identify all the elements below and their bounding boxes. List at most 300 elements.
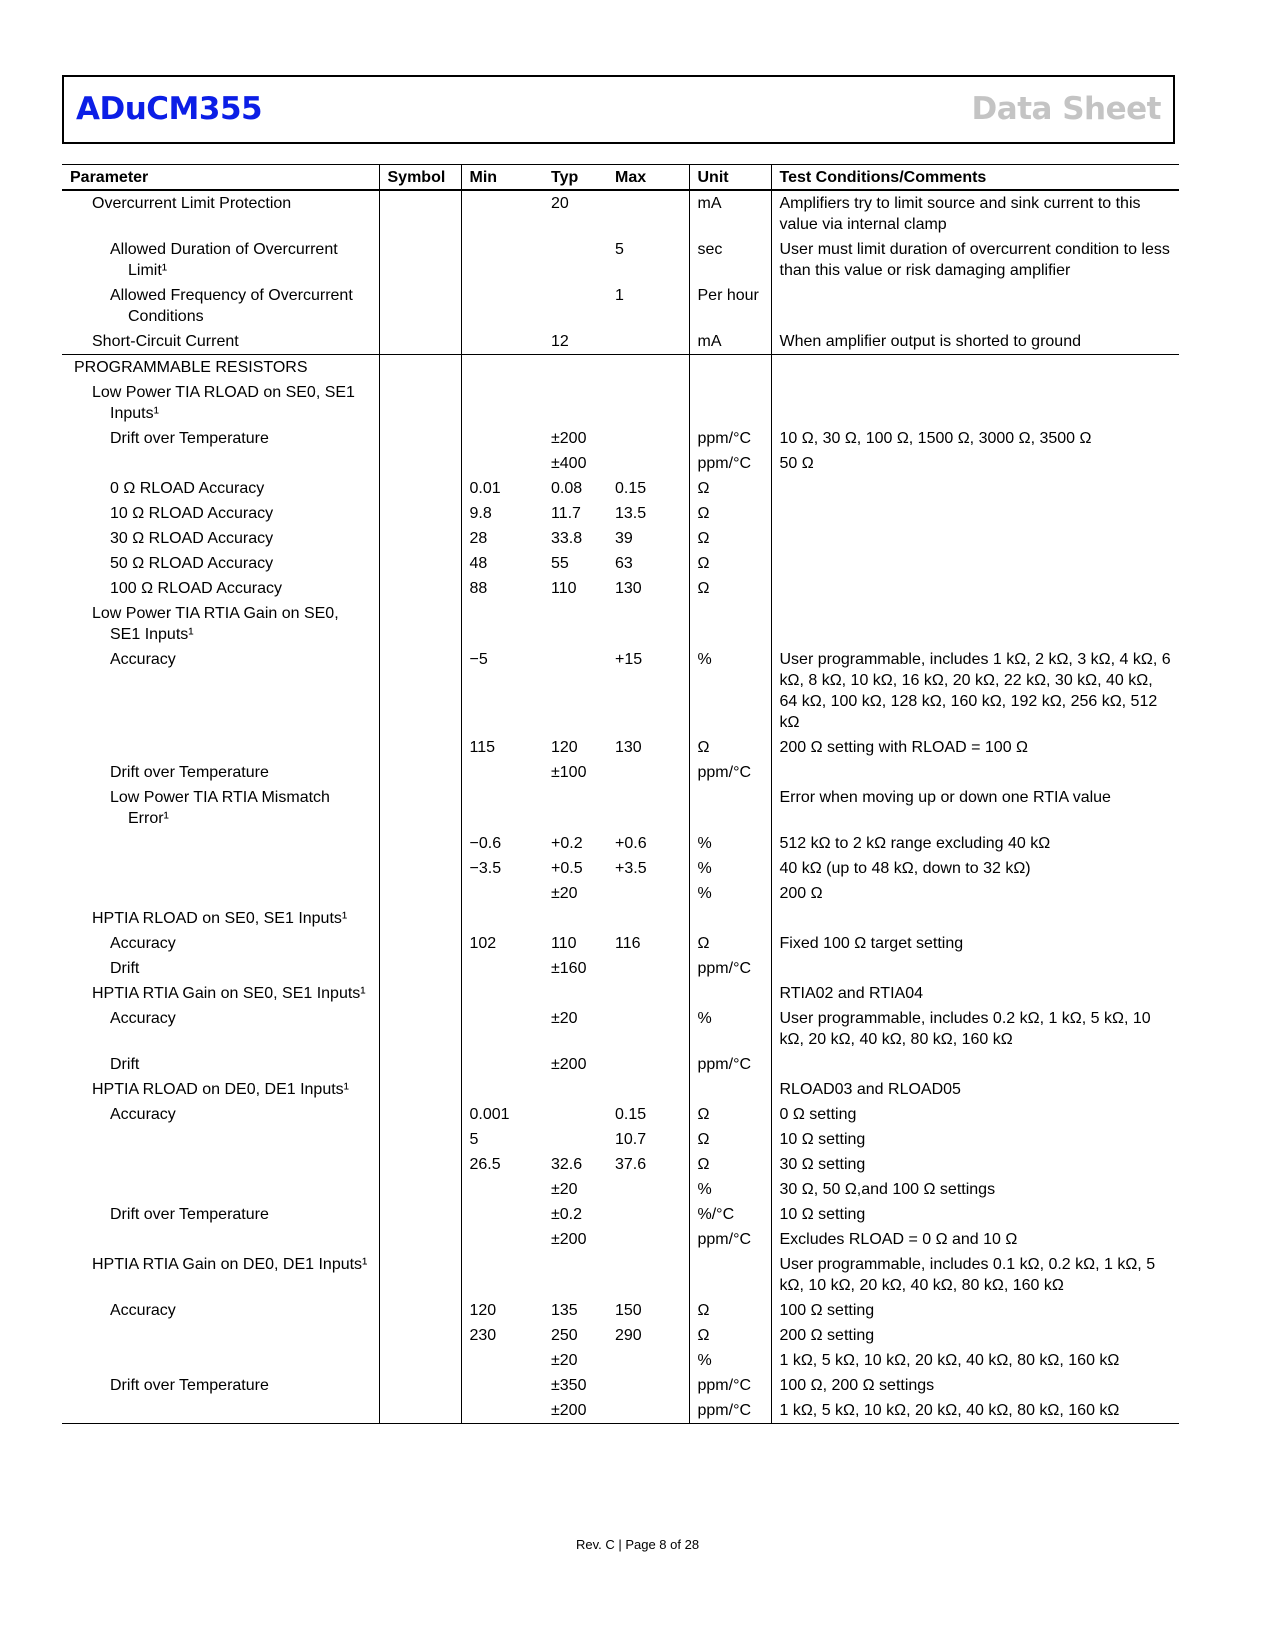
unit-cell: Ω [689,576,771,601]
unit-cell: ppm/°C [689,1373,771,1398]
min-cell: 9.8 [461,501,543,526]
typ-cell: 250 [551,1327,578,1344]
max-cell: 13.5 [615,505,647,522]
table-row [62,1177,1179,1202]
comment-cell: 30 Ω setting [771,1152,1179,1177]
unit-cell: % [689,1006,771,1052]
min-cell [461,329,543,355]
typ-cell [543,1102,607,1127]
min-cell: 88 [461,576,543,601]
min-cell: 230 [461,1323,543,1348]
min-cell: 5 [461,1127,543,1152]
max-cell [607,1227,689,1252]
typ-cell [543,981,607,1006]
symbol-cell [379,1227,461,1252]
table-body [62,190,1179,1424]
comment-cell: 100 Ω, 200 Ω settings [771,1373,1179,1398]
symbol-cell [379,981,461,1006]
symbol-cell [379,283,461,329]
unit-cell: ppm/°C [689,451,771,476]
max-cell [607,956,689,981]
typ-cell: 135 [551,1302,578,1319]
typ-cell: +0.2 [551,835,583,852]
unit-cell [689,355,771,381]
symbol-cell [379,1252,461,1298]
typ-cell [543,355,607,381]
symbol-cell [379,190,461,237]
parameter-cell [62,831,379,856]
max-cell [607,1006,689,1052]
parameter-cell: Accuracy [110,1106,176,1123]
parameter-cell: Low Power TIA RTIA Gain on SE0, SE1 Inputs¹ [92,605,339,643]
min-cell [461,1373,543,1398]
typ-cell: 11.7 [551,505,581,522]
parameter-cell: Drift [110,1056,140,1073]
unit-cell: mA [689,329,771,355]
unit-cell: % [689,1348,771,1373]
parameter-cell [62,856,379,881]
column-header-max: Max [607,165,689,191]
typ-cell [543,237,607,283]
comment-cell [771,526,1179,551]
unit-cell: ppm/°C [689,1398,771,1424]
parameter-cell [62,1177,379,1202]
table-row [62,1052,1179,1077]
parameter-cell: Accuracy [110,1302,176,1319]
typ-cell: ±20 [551,885,578,902]
typ-cell: 12 [543,329,607,355]
table-row [62,981,1179,1006]
table-row [62,760,1179,785]
max-cell: +0.6 [615,835,647,852]
parameter-cell: 50 Ω RLOAD Accuracy [110,555,274,572]
symbol-cell [379,831,461,856]
symbol-cell [379,426,461,451]
table-row [62,526,1179,551]
max-cell [607,1398,689,1424]
parameter-cell [62,451,379,476]
max-cell [607,1177,689,1202]
parameter-cell: Drift over Temperature [110,764,269,781]
typ-cell: 33.8 [551,530,583,547]
table-row [62,1227,1179,1252]
column-header-comments: Test Conditions/Comments [771,165,1179,191]
table-row [62,1102,1179,1127]
typ-cell: ±100 [551,764,587,781]
typ-cell [543,380,607,426]
typ-cell [543,785,607,831]
table-row [62,501,1179,526]
parameter-cell: Drift over Temperature [110,1206,269,1223]
symbol-cell [379,380,461,426]
typ-cell: 32.6 [551,1156,583,1173]
typ-cell: 55 [551,555,569,572]
parameter-cell: Drift [110,960,140,977]
symbol-cell [379,1006,461,1052]
comment-cell [771,551,1179,576]
typ-cell: ±200 [551,1056,587,1073]
symbol-cell [379,551,461,576]
symbol-cell [379,881,461,906]
parameter-cell: HPTIA RLOAD on DE0, DE1 Inputs¹ [92,1081,349,1098]
parameter-cell [62,735,379,760]
symbol-cell [379,1298,461,1323]
comment-cell [771,380,1179,426]
symbol-cell [379,785,461,831]
min-cell [461,1252,543,1298]
min-cell: 115 [461,735,543,760]
unit-cell: Ω [689,931,771,956]
min-cell [461,881,543,906]
table-row [62,190,1179,237]
typ-cell [543,1252,607,1298]
max-cell [607,785,689,831]
min-cell: 0.001 [461,1102,543,1127]
unit-cell [689,601,771,647]
typ-cell [543,1127,607,1152]
table-row [62,931,1179,956]
table-row [62,735,1179,760]
max-cell: 150 [615,1302,642,1319]
symbol-cell [379,760,461,785]
symbol-cell [379,1152,461,1177]
symbol-cell [379,906,461,931]
max-cell [607,1077,689,1102]
max-cell: +15 [615,651,643,668]
min-cell: −5 [461,647,543,735]
unit-cell: Ω [689,1298,771,1323]
table-row [62,329,1179,355]
max-cell: 5 [615,241,624,258]
comment-cell [771,760,1179,785]
min-cell [461,1052,543,1077]
symbol-cell [379,1348,461,1373]
comment-cell: 40 kΩ (up to 48 kΩ, down to 32 kΩ) [771,856,1179,881]
comment-cell: 0 Ω setting [771,1102,1179,1127]
typ-cell [543,283,607,329]
unit-cell: ppm/°C [689,426,771,451]
max-cell: 116 [615,935,641,952]
table-row [62,647,1179,735]
typ-cell: 20 [551,195,569,212]
unit-cell [689,906,771,931]
comment-cell: Excludes RLOAD = 0 Ω and 10 Ω [771,1227,1179,1252]
min-cell [461,785,543,831]
unit-cell: Ω [689,501,771,526]
comment-cell: User must limit duration of overcurrent condition to less than this value or risk damaging amplifier [771,237,1179,283]
parameter-cell [62,1323,379,1348]
parameter-cell [62,1348,379,1373]
parameter-cell: Allowed Frequency of Overcurrent Conditions [110,287,353,325]
max-cell: 39 [615,530,633,547]
symbol-cell [379,355,461,381]
min-cell: −0.6 [461,831,543,856]
table-row [62,355,1179,381]
parameter-cell: Short-Circuit Current [62,329,379,355]
symbol-cell [379,1052,461,1077]
comment-cell [771,576,1179,601]
max-cell: 290 [615,1327,642,1344]
parameter-cell: 100 Ω RLOAD Accuracy [110,580,283,597]
unit-cell [689,981,771,1006]
comment-cell [771,476,1179,501]
min-cell [461,355,543,381]
symbol-cell [379,1077,461,1102]
parameter-cell: Accuracy [110,1010,176,1027]
parameter-cell: Low Power TIA RTIA Mismatch Error¹ [110,789,330,827]
comment-cell: Amplifiers try to limit source and sink current to this value via internal clamp [771,190,1179,237]
min-cell [461,426,543,451]
max-cell [607,1252,689,1298]
column-header-parameter: Parameter [62,165,379,191]
comment-cell: When amplifier output is shorted to ground [771,329,1179,355]
page-footer: Rev. C | Page 8 of 28 [575,1537,700,1552]
unit-cell: ppm/°C [689,760,771,785]
typ-cell: ±20 [551,1181,578,1198]
min-cell: 0.01 [461,476,543,501]
comment-cell [771,956,1179,981]
table-row [62,237,1179,283]
table-row [62,1127,1179,1152]
typ-cell: ±200 [543,1398,607,1424]
table-row [62,451,1179,476]
max-cell [607,760,689,785]
parameter-cell: 30 Ω RLOAD Accuracy [110,530,274,547]
table-row [62,283,1179,329]
table-row [62,576,1179,601]
comment-cell: RLOAD03 and RLOAD05 [771,1077,1179,1102]
comment-cell: 200 Ω setting with RLOAD = 100 Ω [771,735,1179,760]
typ-cell: 0.08 [551,480,583,497]
symbol-cell [379,1323,461,1348]
parameter-cell [62,881,379,906]
comment-cell: User programmable, includes 0.1 kΩ, 0.2 kΩ, 1 kΩ, 5 kΩ, 10 kΩ, 20 kΩ, 40 kΩ, 80 kΩ, 160 kΩ [771,1252,1179,1298]
unit-cell: % [689,1177,771,1202]
typ-cell: ±400 [551,455,587,472]
symbol-cell [379,856,461,881]
comment-cell: 200 Ω setting [771,1323,1179,1348]
max-cell [607,601,689,647]
parameter-cell [62,1127,379,1152]
comment-cell: 30 Ω, 50 Ω,and 100 Ω settings [771,1177,1179,1202]
unit-cell: Ω [689,1127,771,1152]
min-cell: 28 [461,526,543,551]
table-row [62,1298,1179,1323]
parameter-cell: HPTIA RTIA Gain on DE0, DE1 Inputs¹ [92,1256,368,1273]
comment-cell [771,906,1179,931]
max-cell [607,1373,689,1398]
parameter-cell: 10 Ω RLOAD Accuracy [110,505,274,522]
comment-cell [771,1052,1179,1077]
parameter-cell: Drift over Temperature [110,1377,269,1394]
symbol-cell [379,576,461,601]
unit-cell: Ω [689,1102,771,1127]
comment-cell: 1 kΩ, 5 kΩ, 10 kΩ, 20 kΩ, 40 kΩ, 80 kΩ, 160 kΩ [771,1398,1179,1424]
comment-cell: User programmable, includes 0.2 kΩ, 1 kΩ, 5 kΩ, 10 kΩ, 20 kΩ, 40 kΩ, 80 kΩ, 160 kΩ [771,1006,1179,1052]
max-cell [607,1202,689,1227]
max-cell: 130 [615,739,642,756]
unit-cell [689,1252,771,1298]
unit-cell: sec [689,237,771,283]
min-cell [461,1398,543,1424]
typ-cell: ±160 [551,960,587,977]
table-row [62,551,1179,576]
min-cell [461,190,543,237]
unit-cell: ppm/°C [689,1052,771,1077]
table-row [62,1006,1179,1052]
unit-cell [689,1077,771,1102]
symbol-cell [379,526,461,551]
min-cell: 102 [461,931,543,956]
parameter-cell: 0 Ω RLOAD Accuracy [110,480,265,497]
table-row [62,1323,1179,1348]
min-cell [461,760,543,785]
comment-cell: User programmable, includes 1 kΩ, 2 kΩ, 3 kΩ, 4 kΩ, 6 kΩ, 8 kΩ, 10 kΩ, 16 kΩ, 20 kΩ, 22 kΩ, 30 kΩ, 40 kΩ, 64 kΩ, 100 kΩ, 128 kΩ, 160 kΩ, 192 kΩ, 256 kΩ, 512 kΩ [771,647,1179,735]
max-cell [607,426,689,451]
max-cell [607,380,689,426]
typ-cell [543,601,607,647]
min-cell [461,1177,543,1202]
typ-cell: ±20 [551,1010,578,1027]
column-header-symbol: Symbol [379,165,461,191]
unit-cell: %/°C [689,1202,771,1227]
column-header-min: Min [461,165,543,191]
max-cell: +3.5 [615,860,647,877]
unit-cell [689,785,771,831]
table-row [62,1252,1179,1298]
column-header-unit: Unit [689,165,771,191]
unit-cell: Per hour [689,283,771,329]
max-cell: 63 [615,555,633,572]
unit-cell: Ω [689,476,771,501]
max-cell: 10.7 [615,1131,647,1148]
comment-cell: 100 Ω setting [771,1298,1179,1323]
symbol-cell [379,1177,461,1202]
comment-cell: 10 Ω setting [771,1202,1179,1227]
typ-cell: 120 [551,739,578,756]
unit-cell: Ω [689,1323,771,1348]
table-row [62,1348,1179,1373]
symbol-cell [379,1102,461,1127]
unit-cell: Ω [689,1152,771,1177]
typ-cell: ±200 [551,1231,587,1248]
table-row [62,785,1179,831]
unit-cell: % [689,881,771,906]
symbol-cell [379,601,461,647]
typ-cell [543,906,607,931]
max-cell [607,906,689,931]
unit-cell: ppm/°C [689,1227,771,1252]
symbol-cell [379,931,461,956]
comment-cell: 200 Ω [771,881,1179,906]
min-cell [461,451,543,476]
typ-cell: ±20 [551,1352,578,1369]
min-cell [461,380,543,426]
parameter-cell: Overcurrent Limit Protection [92,195,292,212]
parameter-cell [62,1398,379,1424]
min-cell [461,237,543,283]
min-cell [461,1077,543,1102]
symbol-cell [379,1127,461,1152]
min-cell [461,906,543,931]
unit-cell: Ω [689,526,771,551]
max-cell: 1 [615,287,624,304]
parameter-cell: Low Power TIA RLOAD on SE0, SE1 Inputs¹ [92,384,355,422]
parameter-cell: Accuracy [110,935,176,952]
parameter-cell: Allowed Duration of Overcurrent Limit¹ [110,241,338,279]
max-cell [607,981,689,1006]
comment-cell [771,501,1179,526]
max-cell [607,881,689,906]
symbol-cell [379,735,461,760]
min-cell [461,1202,543,1227]
typ-cell: ±200 [551,430,587,447]
symbol-cell [379,476,461,501]
symbol-cell [379,956,461,981]
table-row [62,831,1179,856]
max-cell [607,1348,689,1373]
table-row [62,476,1179,501]
max-cell: 130 [615,580,642,597]
comment-cell: 1 kΩ, 5 kΩ, 10 kΩ, 20 kΩ, 40 kΩ, 80 kΩ, 160 kΩ [771,1348,1179,1373]
unit-cell: Ω [689,551,771,576]
unit-cell: % [689,831,771,856]
unit-cell: % [689,647,771,735]
max-cell [607,451,689,476]
max-cell [607,190,689,237]
symbol-cell [379,647,461,735]
typ-cell [543,647,607,735]
min-cell: 120 [461,1298,543,1323]
max-cell [607,355,689,381]
unit-cell: Ω [689,735,771,760]
table-header-row [62,165,1179,191]
typ-cell: ±0.2 [551,1206,583,1223]
symbol-cell [379,1202,461,1227]
parameter-cell [62,1227,379,1252]
typ-cell: ±350 [551,1377,587,1394]
symbol-cell [379,329,461,355]
comment-cell [771,601,1179,647]
min-cell: 48 [461,551,543,576]
parameter-cell: HPTIA RLOAD on SE0, SE1 Inputs¹ [92,910,348,927]
comment-cell [771,355,1179,381]
symbol-cell [379,237,461,283]
unit-cell: ppm/°C [689,956,771,981]
parameter-cell: PROGRAMMABLE RESISTORS [62,355,379,381]
table-row [62,956,1179,981]
comment-cell [771,283,1179,329]
table-row [62,856,1179,881]
table-row [62,601,1179,647]
typ-cell [543,1077,607,1102]
table-row [62,1398,1179,1424]
typ-cell: +0.5 [551,860,583,877]
max-cell [607,1052,689,1077]
min-cell [461,1227,543,1252]
specifications-table [62,164,1179,1424]
table-row [62,426,1179,451]
symbol-cell [379,501,461,526]
comment-cell: Error when moving up or down one RTIA value [771,785,1179,831]
table-row [62,380,1179,426]
min-cell [461,601,543,647]
table-row [62,881,1179,906]
table-row [62,1077,1179,1102]
max-cell: 37.6 [615,1156,647,1173]
min-cell [461,956,543,981]
parameter-cell: Accuracy [110,651,176,668]
